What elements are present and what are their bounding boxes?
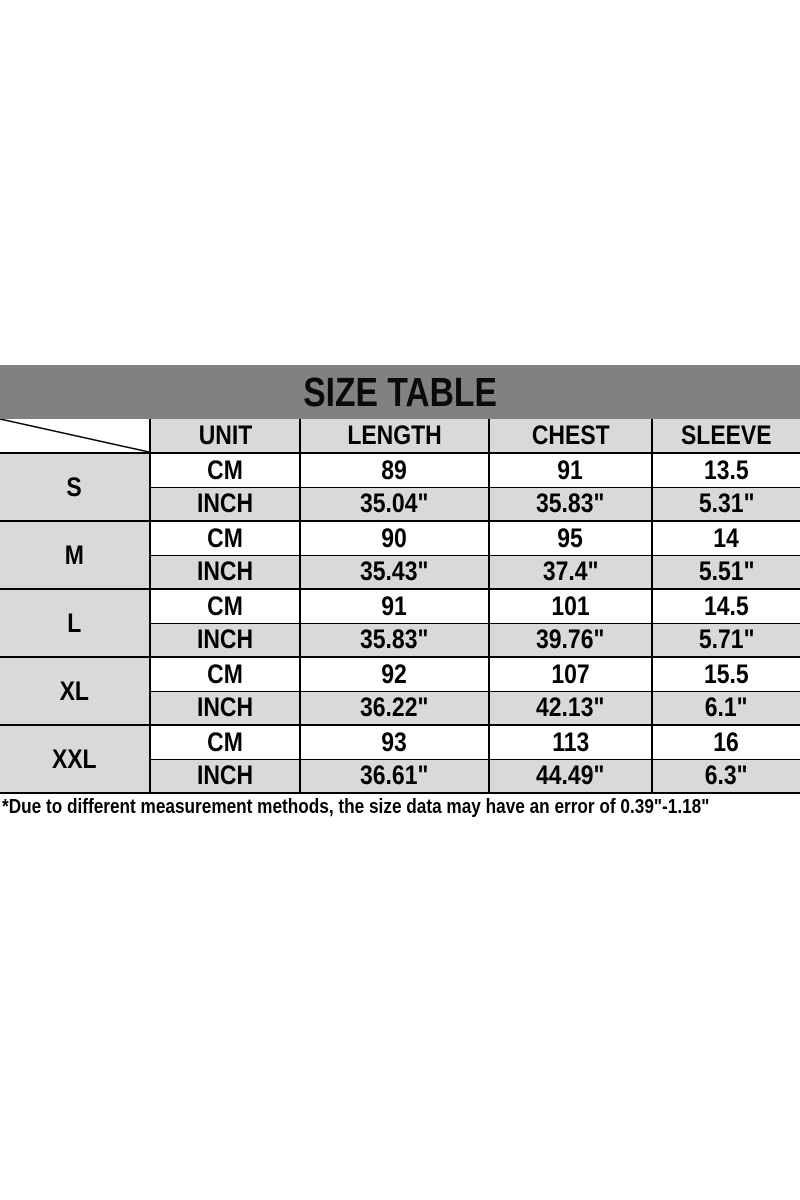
header-row xyxy=(0,419,800,453)
value-cell xyxy=(489,725,652,759)
unit-label: CM xyxy=(207,658,243,689)
measurement-value: 39.76" xyxy=(536,624,605,655)
measurement-value: 6.3" xyxy=(705,760,748,791)
value-cell xyxy=(652,691,800,725)
size-label-cell xyxy=(0,725,150,793)
measurement-value: 92 xyxy=(381,658,408,689)
measurement-value: 13.5 xyxy=(704,454,749,485)
measurement-value: 5.31" xyxy=(698,488,755,519)
measurement-value: 6.1" xyxy=(705,692,748,723)
unit-cell xyxy=(150,589,300,623)
unit-cell xyxy=(150,521,300,555)
size-label: M xyxy=(64,539,85,570)
value-cell xyxy=(300,487,489,521)
value-cell xyxy=(300,759,489,793)
value-cell xyxy=(489,623,652,657)
value-cell xyxy=(300,725,489,759)
unit-label: CM xyxy=(207,522,243,553)
unit-cell xyxy=(150,487,300,521)
size-label-cell xyxy=(0,589,150,657)
diagonal-header-cell xyxy=(0,419,150,453)
size-row-cm xyxy=(0,657,800,691)
column-header-unit xyxy=(150,419,300,453)
unit-cell xyxy=(150,555,300,589)
measurement-value: 35.04" xyxy=(360,488,429,519)
measurement-disclaimer xyxy=(0,797,800,818)
value-cell xyxy=(652,623,800,657)
size-table-title-bar xyxy=(0,365,800,419)
column-header-length xyxy=(300,419,489,453)
size-label: S xyxy=(66,471,83,502)
size-row-cm xyxy=(0,453,800,487)
value-cell xyxy=(489,487,652,521)
value-cell xyxy=(652,657,800,691)
measurement-value: 95 xyxy=(557,522,584,553)
unit-label: INCH xyxy=(196,556,254,587)
measurement-value: 15.5 xyxy=(704,658,749,689)
value-cell xyxy=(652,725,800,759)
size-label-cell xyxy=(0,453,150,521)
measurement-value: 89 xyxy=(381,454,408,485)
measurement-value: 35.83" xyxy=(360,624,429,655)
measurement-value: 16 xyxy=(713,726,740,757)
unit-label: CM xyxy=(207,590,243,621)
size-label: L xyxy=(67,607,82,638)
measurement-value: 5.71" xyxy=(698,624,755,655)
value-cell xyxy=(300,691,489,725)
unit-label: INCH xyxy=(196,624,254,655)
value-cell xyxy=(300,657,489,691)
column-header-sleeve xyxy=(652,419,800,453)
unit-cell xyxy=(150,453,300,487)
measurement-value: 35.43" xyxy=(360,556,429,587)
value-cell xyxy=(489,589,652,623)
value-cell xyxy=(489,759,652,793)
size-label: XL xyxy=(59,675,90,706)
column-header-label: SLEEVE xyxy=(681,420,772,450)
value-cell xyxy=(300,521,489,555)
unit-label: INCH xyxy=(196,760,254,791)
value-cell xyxy=(489,453,652,487)
diagonal-line-icon xyxy=(0,419,149,452)
column-header-label: LENGTH xyxy=(347,420,442,450)
unit-cell xyxy=(150,725,300,759)
value-cell xyxy=(300,555,489,589)
size-row-cm xyxy=(0,521,800,555)
column-header-label: UNIT xyxy=(198,420,252,450)
value-cell xyxy=(652,521,800,555)
value-cell xyxy=(489,555,652,589)
size-row-cm xyxy=(0,589,800,623)
value-cell xyxy=(300,623,489,657)
measurement-value: 14 xyxy=(713,522,740,553)
size-table xyxy=(0,419,800,794)
value-cell xyxy=(489,657,652,691)
size-table-title: SIZE TABLE xyxy=(303,368,497,415)
column-header-label: CHEST xyxy=(531,420,610,450)
value-cell xyxy=(652,589,800,623)
measurement-value: 44.49" xyxy=(536,760,605,791)
measurement-value: 14.5 xyxy=(704,590,749,621)
unit-label: CM xyxy=(207,726,243,757)
measurement-value: 93 xyxy=(381,726,408,757)
measurement-value: 101 xyxy=(551,590,590,621)
size-label-cell xyxy=(0,521,150,589)
size-chart xyxy=(0,365,800,818)
unit-cell xyxy=(150,759,300,793)
measurement-value: 5.51" xyxy=(698,556,755,587)
value-cell xyxy=(300,453,489,487)
unit-label: INCH xyxy=(196,692,254,723)
unit-cell xyxy=(150,623,300,657)
measurement-value: 36.61" xyxy=(360,760,429,791)
measurement-value: 107 xyxy=(551,658,590,689)
measurement-value: 90 xyxy=(381,522,408,553)
measurement-value: 37.4" xyxy=(542,556,599,587)
value-cell xyxy=(652,759,800,793)
unit-cell xyxy=(150,691,300,725)
measurement-value: 91 xyxy=(557,454,584,485)
unit-label: CM xyxy=(207,454,243,485)
unit-label: INCH xyxy=(196,488,254,519)
value-cell xyxy=(489,521,652,555)
size-row-cm xyxy=(0,725,800,759)
value-cell xyxy=(300,589,489,623)
measurement-disclaimer-text: *Due to different measurement methods, the size data may have an error of 0.39"-1.18" xyxy=(2,796,710,818)
measurement-value: 113 xyxy=(551,726,590,757)
measurement-value: 91 xyxy=(381,590,408,621)
size-label: XXL xyxy=(52,743,97,774)
measurement-value: 35.83" xyxy=(536,488,605,519)
size-label-cell xyxy=(0,657,150,725)
size-table-body xyxy=(0,453,800,793)
measurement-value: 42.13" xyxy=(536,692,605,723)
value-cell xyxy=(652,453,800,487)
column-header-chest xyxy=(489,419,652,453)
value-cell xyxy=(489,691,652,725)
value-cell xyxy=(652,487,800,521)
measurement-value: 36.22" xyxy=(360,692,429,723)
value-cell xyxy=(652,555,800,589)
unit-cell xyxy=(150,657,300,691)
